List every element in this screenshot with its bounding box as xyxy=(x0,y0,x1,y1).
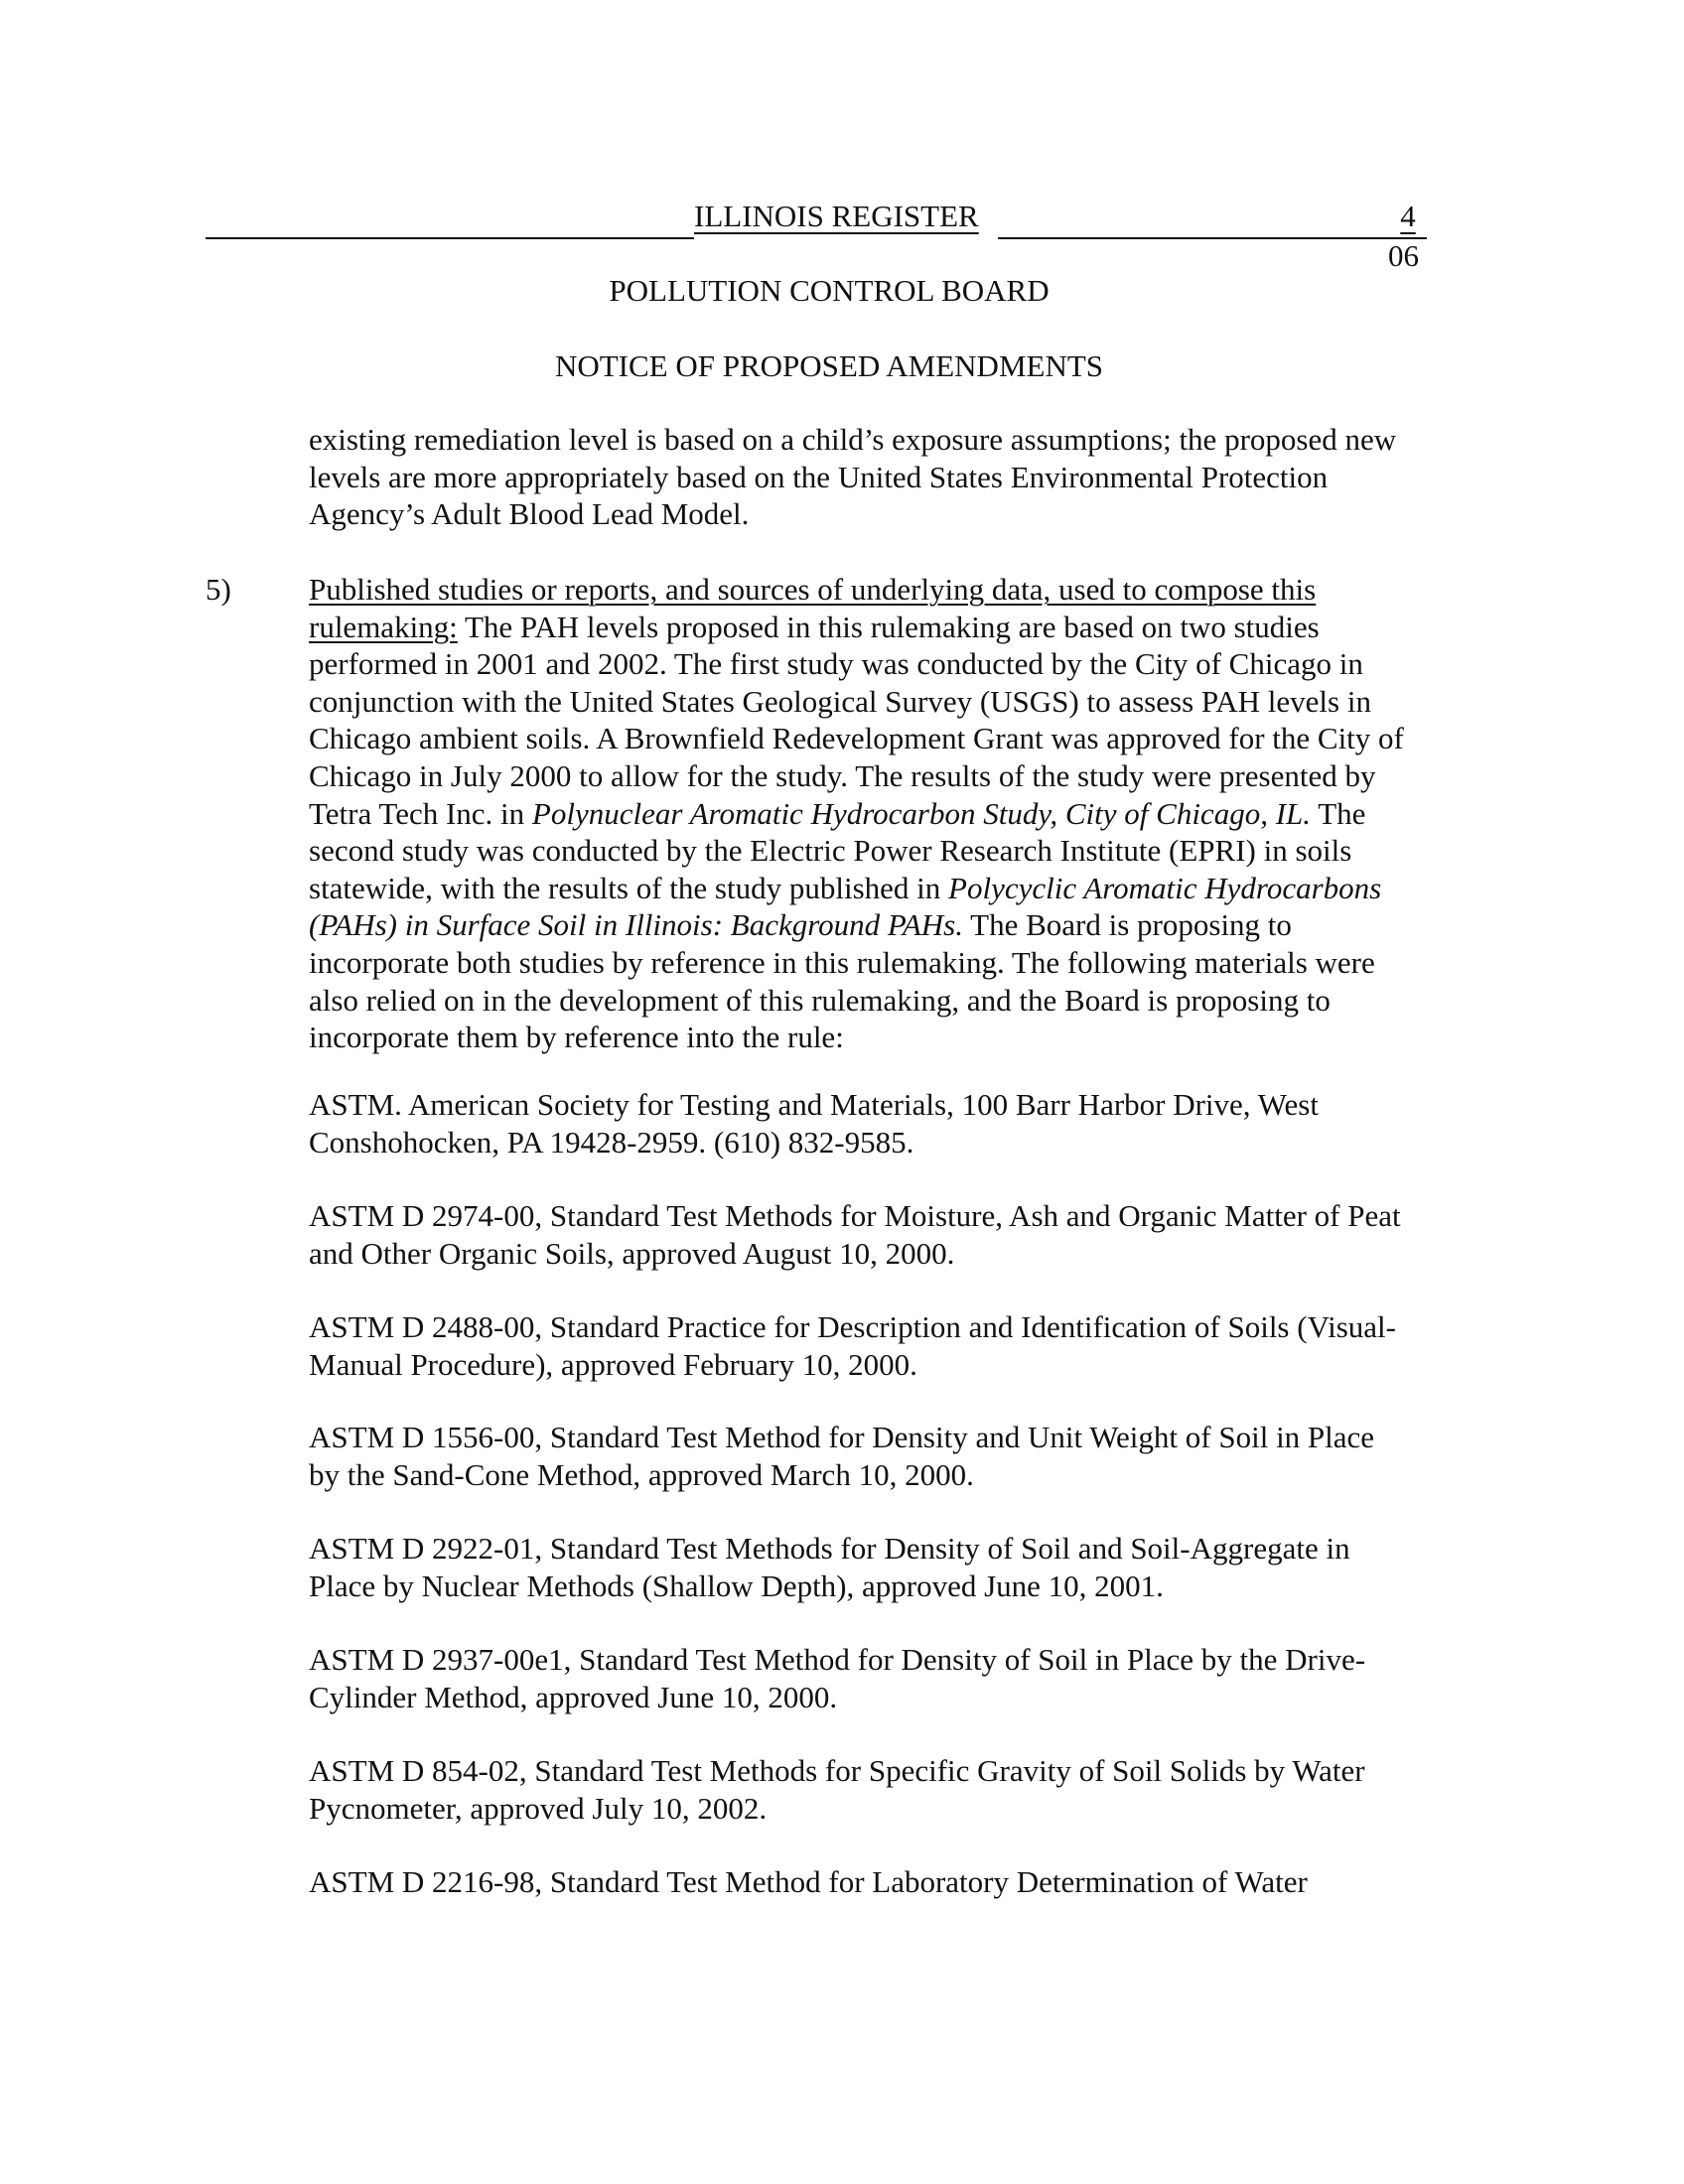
text-line: performed in 2001 and 2002. The first study was conducted by the City of Chicago in xyxy=(309,646,1363,682)
text-run: statewide, with the results of the study published in xyxy=(309,870,949,905)
text-line: Agency’s Adult Blood Lead Model. xyxy=(309,496,750,532)
study-title-2: Polycyclic Aromatic Hydrocarbons xyxy=(948,870,1382,905)
header-rule-left xyxy=(206,237,694,239)
text-line: and Other Organic Soils, approved August 10, 2000. xyxy=(309,1235,955,1271)
reference-entry xyxy=(309,1197,1471,1272)
reference-entry xyxy=(309,1308,1471,1383)
text-line: ASTM D 2922-01, Standard Test Methods for Density of Soil and Soil-Aggregate in xyxy=(309,1531,1350,1566)
text-run: Tetra Tech Inc. in xyxy=(309,795,532,831)
item-heading: Published studies or reports, and sources of underlying data, used to compose this xyxy=(309,572,1317,607)
text-line: ASTM D 2974-00, Standard Test Methods for Moisture, Ash and Organic Matter of Peat xyxy=(309,1198,1401,1233)
item-number: 5) xyxy=(206,572,231,607)
item5-paragraph xyxy=(309,571,1471,1056)
text-line: ASTM. American Society for Testing and Materials, 100 Barr Harbor Drive, West xyxy=(309,1087,1319,1122)
text-line: by the Sand-Cone Method, approved March 10, 2000. xyxy=(309,1456,974,1492)
text-line: ASTM D 2488-00, Standard Practice for Description and Identification of Soils (Visual- xyxy=(309,1309,1396,1344)
reference-entry xyxy=(309,1086,1471,1160)
text-line: ASTM D 2216-98, Standard Test Method for Laboratory Determination of Water xyxy=(309,1864,1308,1899)
study-title-2-cont: (PAHs) in Surface Soil in Illinois: Background PAHs. xyxy=(309,907,963,943)
text-line: Place by Nuclear Methods (Shallow Depth), approved June 10, 2001. xyxy=(309,1568,1164,1603)
reference-entry xyxy=(309,1641,1471,1715)
text-line: Pycnometer, approved July 10, 2002. xyxy=(309,1790,768,1826)
register-title: ILLINOIS REGISTER xyxy=(694,199,979,233)
text-line: ASTM D 854-02, Standard Test Methods for Specific Gravity of Soil Solids by Water xyxy=(309,1753,1365,1788)
study-title-1: Polynuclear Aromatic Hydrocarbon Study, City of Chicago, IL. xyxy=(531,795,1312,831)
text-line: second study was conducted by the Electric Power Research Institute (EPRI) in soils xyxy=(309,833,1352,869)
text-line: Manual Procedure), approved February 10, 2000. xyxy=(309,1346,917,1382)
agency-name: POLLUTION CONTROL BOARD xyxy=(609,273,1050,308)
text-run: The xyxy=(1311,795,1366,831)
text-line: ASTM D 1556-00, Standard Test Method for Density and Unit Weight of Soil in Place xyxy=(309,1420,1375,1454)
reference-entry xyxy=(309,1752,1471,1827)
notice-title: NOTICE OF PROPOSED AMENDMENTS xyxy=(554,348,1104,383)
reference-entry xyxy=(309,1530,1471,1604)
text-line xyxy=(309,571,1471,609)
text-line: conjunction with the United States Geological Survey (USGS) to assess PAH levels in xyxy=(309,683,1371,719)
text-line: ASTM D 2937-00e1, Standard Test Method for Density of Soil in Place by the Drive- xyxy=(309,1642,1366,1677)
text-line xyxy=(309,870,1471,907)
text-line: Conshohocken, PA 19428-2959. (610) 832-9585. xyxy=(309,1124,914,1160)
text-line: Chicago in July 2000 to allow for the study. The results of the study were presented by xyxy=(309,757,1376,793)
text-line: also relied on in the development of this rulemaking, and the Board is proposing to xyxy=(309,982,1331,1018)
text-line: levels are more appropriately based on the United States Environmental Protection xyxy=(309,459,1329,494)
header-rule-right xyxy=(998,237,1427,239)
text-line xyxy=(309,906,1471,944)
item-heading-cont: rulemaking: xyxy=(309,609,458,644)
text-line: incorporate both studies by reference in this rulemaking. The following materials were xyxy=(309,944,1375,980)
text-line: Chicago ambient soils. A Brownfield Redevelopment Grant was approved for the City of xyxy=(309,721,1404,756)
reference-entry xyxy=(309,1419,1471,1493)
text-line: Cylinder Method, approved June 10, 2000. xyxy=(309,1679,838,1714)
text-run: The Board is proposing to xyxy=(962,907,1292,943)
text-line xyxy=(309,795,1471,833)
text-line: incorporate them by reference into the rule: xyxy=(309,1020,844,1055)
page-number: 4 xyxy=(1400,199,1416,233)
text-line xyxy=(309,609,1471,646)
continuation-paragraph xyxy=(309,421,1471,533)
text-run: The PAH levels proposed in this rulemaking are based on two studies xyxy=(457,609,1320,644)
reference-entry xyxy=(309,1863,1471,1901)
text-line: existing remediation level is based on a child’s exposure assumptions; the proposed new xyxy=(309,422,1397,457)
issue-number: 06 xyxy=(1388,238,1419,273)
